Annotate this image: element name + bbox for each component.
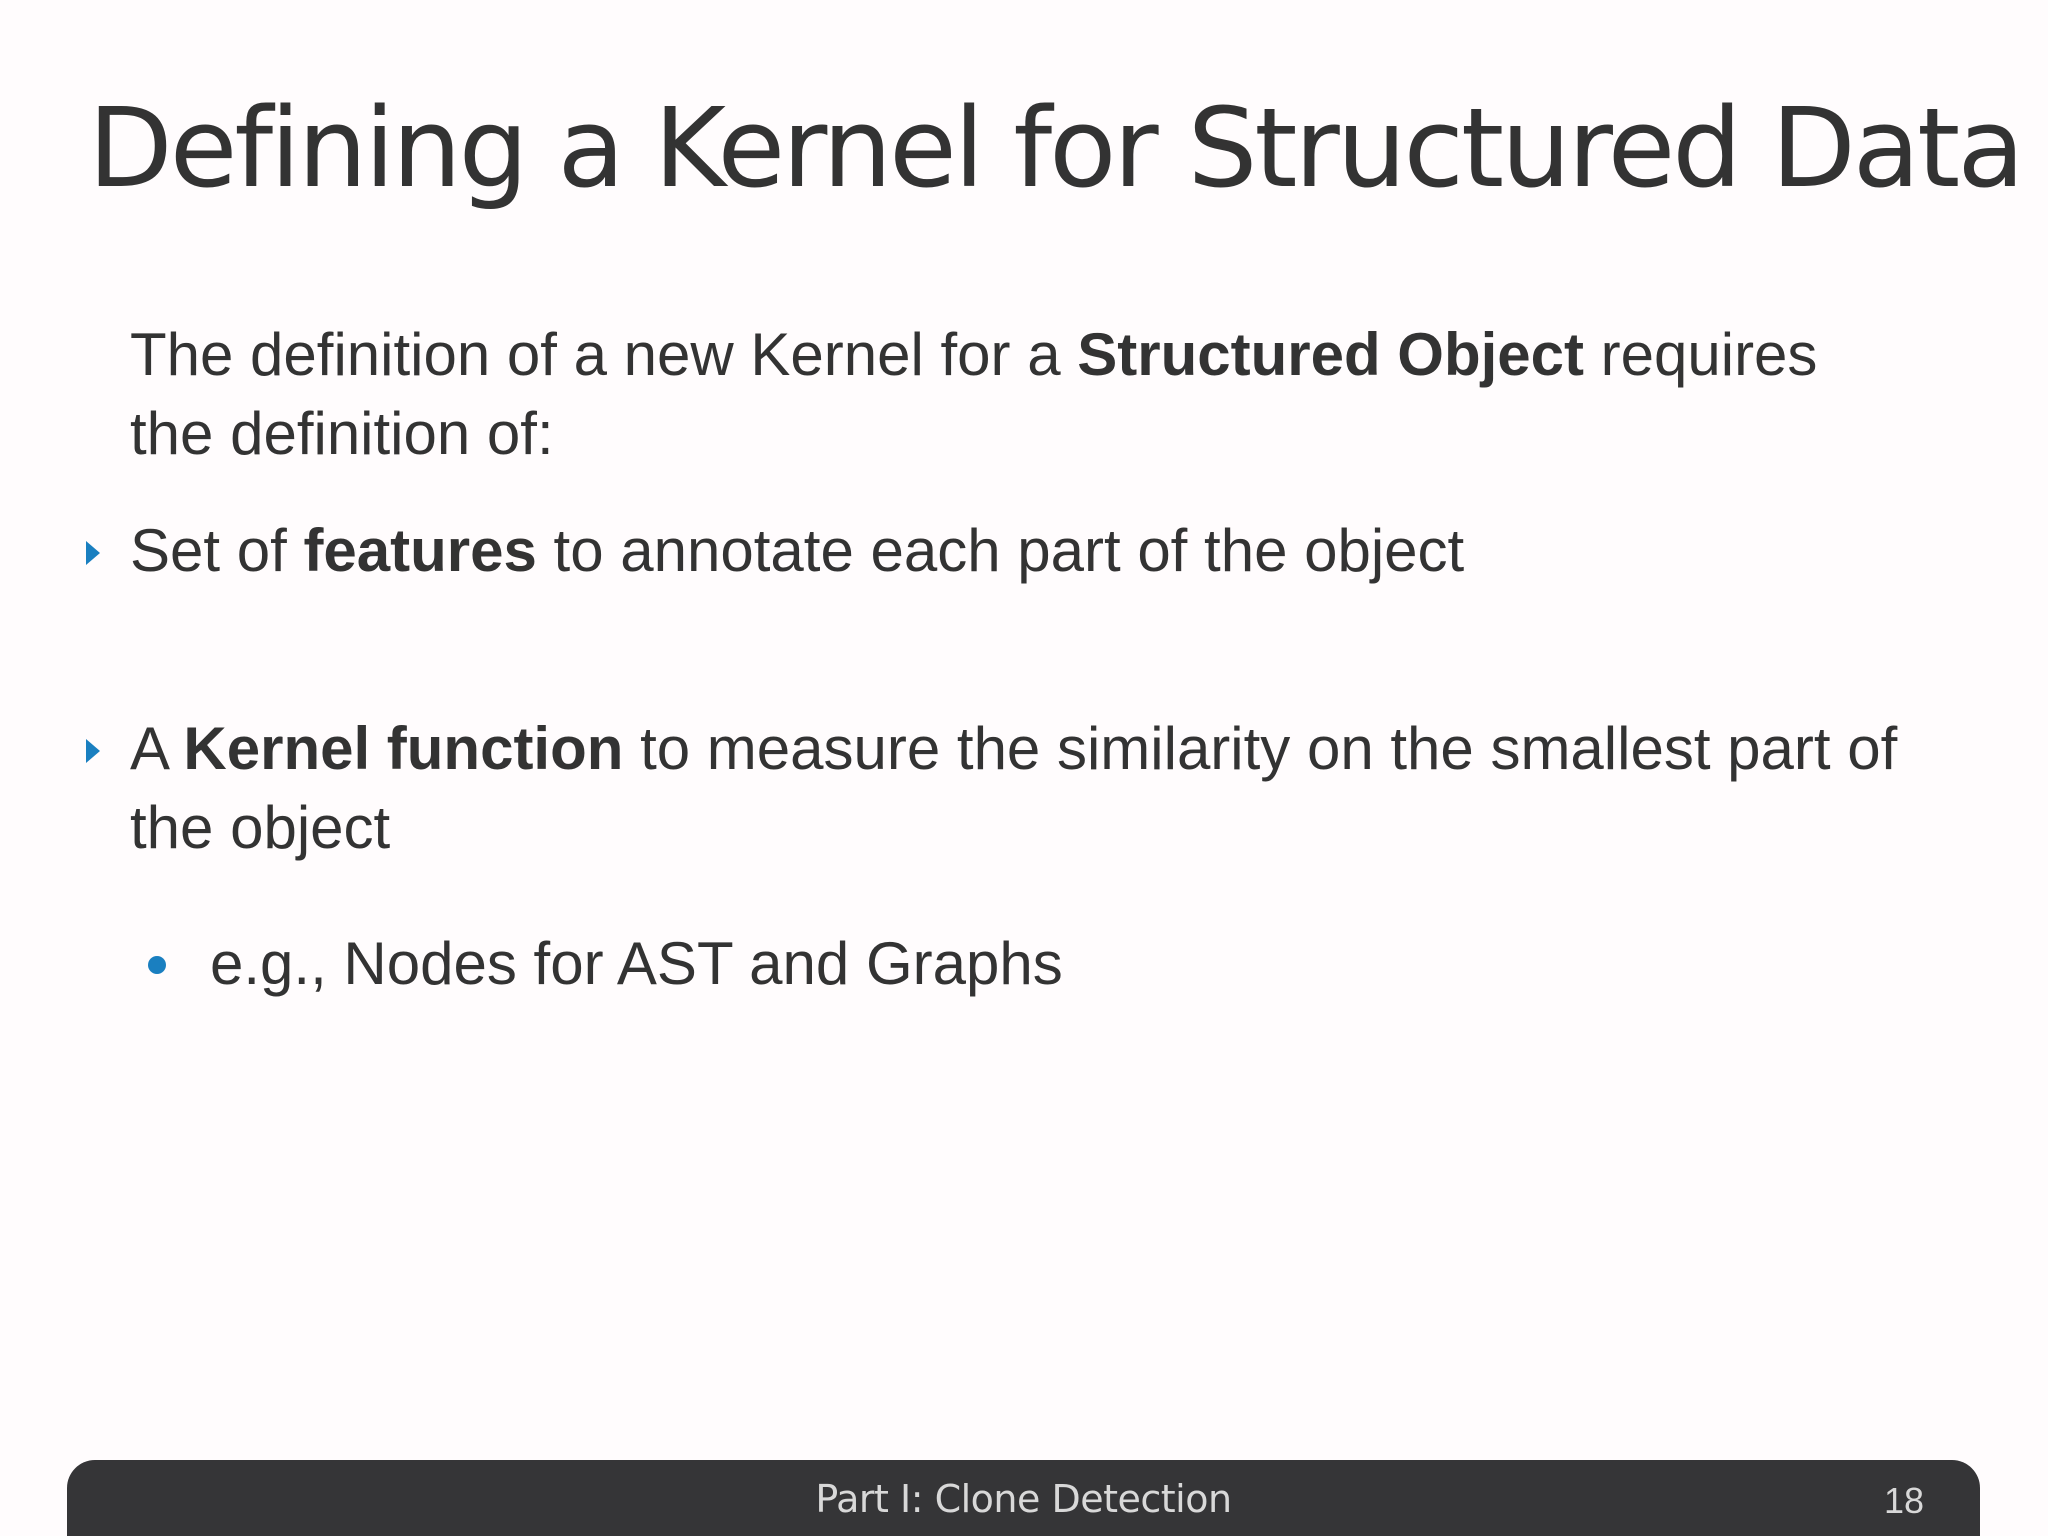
bullet-kernel-text-start: A	[130, 715, 184, 782]
footer-title: Part I: Clone Detection	[815, 1477, 1232, 1521]
page-number: 18	[1883, 1480, 1924, 1521]
bullet-features-bold: features	[303, 517, 537, 584]
bullet-kernel-text-end: to measure the similarity on the smallest part of the object	[130, 715, 1898, 861]
triangle-bullet-icon	[86, 541, 100, 565]
bullet-features-text-start: Set of	[130, 517, 304, 584]
bullet-features-text-end: to annotate each part of the object	[536, 517, 1465, 584]
dot-bullet-icon	[148, 956, 166, 974]
intro-text-start: The definition of a new Kernel for a	[130, 321, 1078, 388]
intro-paragraph	[130, 315, 1910, 473]
slide-title: Defining a Kernel for Structured Data	[88, 84, 2022, 212]
bullet-kernel-function	[130, 709, 1920, 867]
sub-bullet-text: e.g., Nodes for AST and Graphs	[210, 930, 1063, 997]
footer-bar	[67, 1460, 1980, 1536]
bullet-kernel-bold: Kernel function	[183, 715, 624, 782]
sub-bullet-example	[210, 924, 1063, 1003]
triangle-bullet-icon	[86, 739, 100, 763]
intro-text-end: requires the definition of:	[130, 321, 1818, 467]
intro-bold-term: Structured Object	[1077, 321, 1584, 388]
bullet-features	[130, 511, 1920, 590]
